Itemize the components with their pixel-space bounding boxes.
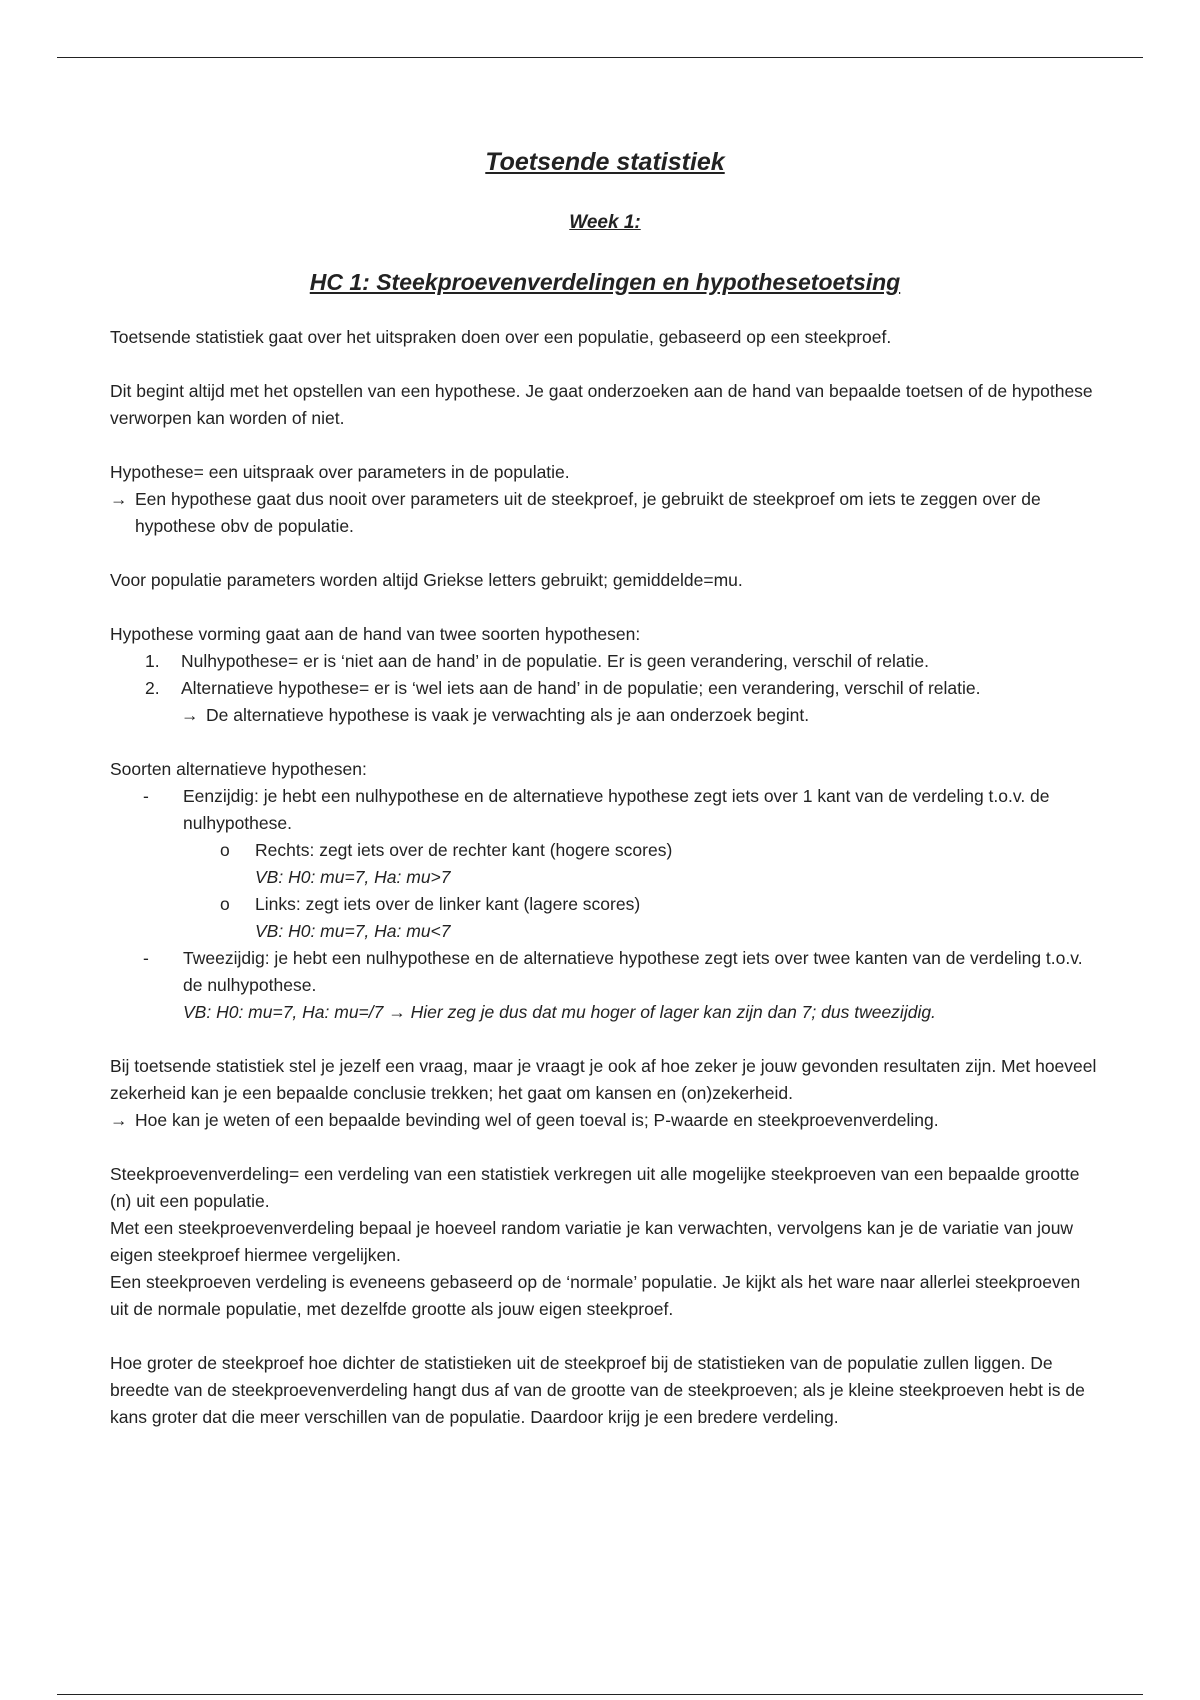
list-item-text: Nulhypothese= er is ‘niet aan de hand’ in de populatie. Er is geen verandering, verschil of relatie. bbox=[181, 651, 929, 671]
week-heading: Week 1: bbox=[569, 212, 641, 233]
list-item-one-sided bbox=[110, 783, 1100, 837]
header-rule bbox=[57, 57, 1143, 58]
paragraph-hypothesis-types: Hypothese vorming gaat aan de hand van twee soorten hypothesen: bbox=[110, 624, 641, 644]
example-two-sided bbox=[110, 999, 1100, 1026]
footer-rule bbox=[57, 1694, 1143, 1695]
example-two-sided-note: Hier zeg je dus dat mu hoger of lager kan zijn dan 7; dus tweezijdig. bbox=[410, 1002, 936, 1022]
arrow-note-text: Een hypothese gaat dus nooit over parameters uit de steekproef, je gebruikt de steekproef om iets te zeggen over de hypothese obv de populatie. bbox=[135, 489, 1041, 536]
arrow-note-alternative bbox=[110, 702, 1100, 729]
list-number: 2. bbox=[145, 678, 160, 698]
example-left: VB: H0: mu=7, Ha: mu<7 bbox=[255, 921, 451, 941]
example-two-sided-formula: VB: H0: mu=7, Ha: mu=/7 bbox=[183, 1002, 384, 1022]
arrow-note-p-value bbox=[110, 1107, 1100, 1134]
list-item bbox=[110, 675, 1100, 702]
document-title: Toetsende statistiek bbox=[485, 148, 725, 176]
paragraph-certainty: Bij toetsende statistiek stel je jezelf een vraag, maar je vraagt je ook af hoe zeker je jouw gevonden resultaten zijn. Met hoeveel zekerheid kan je een bepaalde conclusie trekken; het gaat om kansen en (on)zekerheid. bbox=[110, 1056, 1097, 1103]
list-item-two-sided bbox=[110, 945, 1100, 999]
list-item bbox=[110, 648, 1100, 675]
paragraph-sample-size: Hoe groter de steekproef hoe dichter de statistieken uit de steekproef bij de statistieken van de populatie zullen liggen. De breedte van de steekproevenverdeling hangt dus af van de grootte van de steekproeven; als je kleine steekproeven hebt is de kans groter dat die meer verschillen van de populatie. Daardoor krijg je een bredere verdeling. bbox=[110, 1353, 1085, 1427]
list-number: 1. bbox=[145, 651, 160, 671]
paragraph-sampling-distribution-normal: Een steekproeven verdeling is eveneens gebaseerd op de ‘normale’ populatie. Je kijkt als het ware naar allerlei steekproeven uit de normale populatie, met dezelfde grootte als jouw eigen steekproef. bbox=[110, 1272, 1081, 1319]
arrow-icon: → bbox=[110, 489, 128, 509]
list-item-text: Tweezijdig: je hebt een nulhypothese en de alternatieve hypothese zegt iets over twee kanten van de verdeling t.o.v. de nulhypothese. bbox=[183, 948, 1083, 995]
arrow-icon: → bbox=[388, 1002, 406, 1022]
document-body bbox=[110, 145, 1100, 1458]
dash-bullet: - bbox=[143, 786, 149, 806]
list-item-text: Alternatieve hypothese= er is ‘wel iets aan de hand’ in de populatie; een verandering, verschil of relatie. bbox=[181, 678, 981, 698]
arrow-note-text: Hoe kan je weten of een bepaalde bevinding wel of geen toeval is; P-waarde en steekproevenverdeling. bbox=[135, 1110, 939, 1130]
paragraph-hypothesis-definition: Hypothese= een uitspraak over parameters in de populatie. bbox=[110, 462, 570, 482]
dash-bullet: - bbox=[143, 948, 149, 968]
example-right: VB: H0: mu=7, Ha: mu>7 bbox=[255, 867, 451, 887]
lecture-heading: HC 1: Steekproevenverdelingen en hypothesetoetsing bbox=[309, 269, 901, 295]
paragraph-sampling-distribution-variation: Met een steekproevenverdeling bepaal je hoeveel random variatie je kan verwachten, vervolgens kan je de variatie van jouw eigen steekproef hiermee vergelijken. bbox=[110, 1218, 1074, 1265]
paragraph-intro: Toetsende statistiek gaat over het uitspraken doen over een populatie, gebaseerd op een steekproef. bbox=[110, 327, 892, 347]
circle-bullet: o bbox=[220, 894, 230, 914]
arrow-note-hypothesis bbox=[110, 486, 1100, 540]
arrow-icon: → bbox=[181, 705, 199, 725]
paragraph-alternative-types: Soorten alternatieve hypothesen: bbox=[110, 759, 367, 779]
arrow-note-text: De alternatieve hypothese is vaak je verwachting als je aan onderzoek begint. bbox=[206, 705, 810, 725]
circle-bullet: o bbox=[220, 840, 230, 860]
sub-item-left bbox=[110, 891, 1100, 918]
sub-item-text: Rechts: zegt iets over de rechter kant (hogere scores) bbox=[255, 840, 673, 860]
list-item-text: Eenzijdig: je hebt een nulhypothese en de alternatieve hypothese zegt iets over 1 kant van de verdeling t.o.v. de nulhypothese. bbox=[183, 786, 1050, 833]
arrow-icon: → bbox=[110, 1110, 128, 1130]
sub-item-right bbox=[110, 837, 1100, 864]
paragraph-hypothesis-setup: Dit begint altijd met het opstellen van een hypothese. Je gaat onderzoeken aan de hand van bepaalde toetsen of de hypothese verworpen kan worden of niet. bbox=[110, 381, 1093, 428]
paragraph-greek-letters: Voor populatie parameters worden altijd Griekse letters gebruikt; gemiddelde=mu. bbox=[110, 570, 743, 590]
paragraph-sampling-distribution-definition: Steekproevenverdeling= een verdeling van een statistiek verkregen uit alle mogelijke steekproeven van een bepaalde grootte (n) uit een populatie. bbox=[110, 1164, 1080, 1211]
sub-item-text: Links: zegt iets over de linker kant (lagere scores) bbox=[255, 894, 641, 914]
